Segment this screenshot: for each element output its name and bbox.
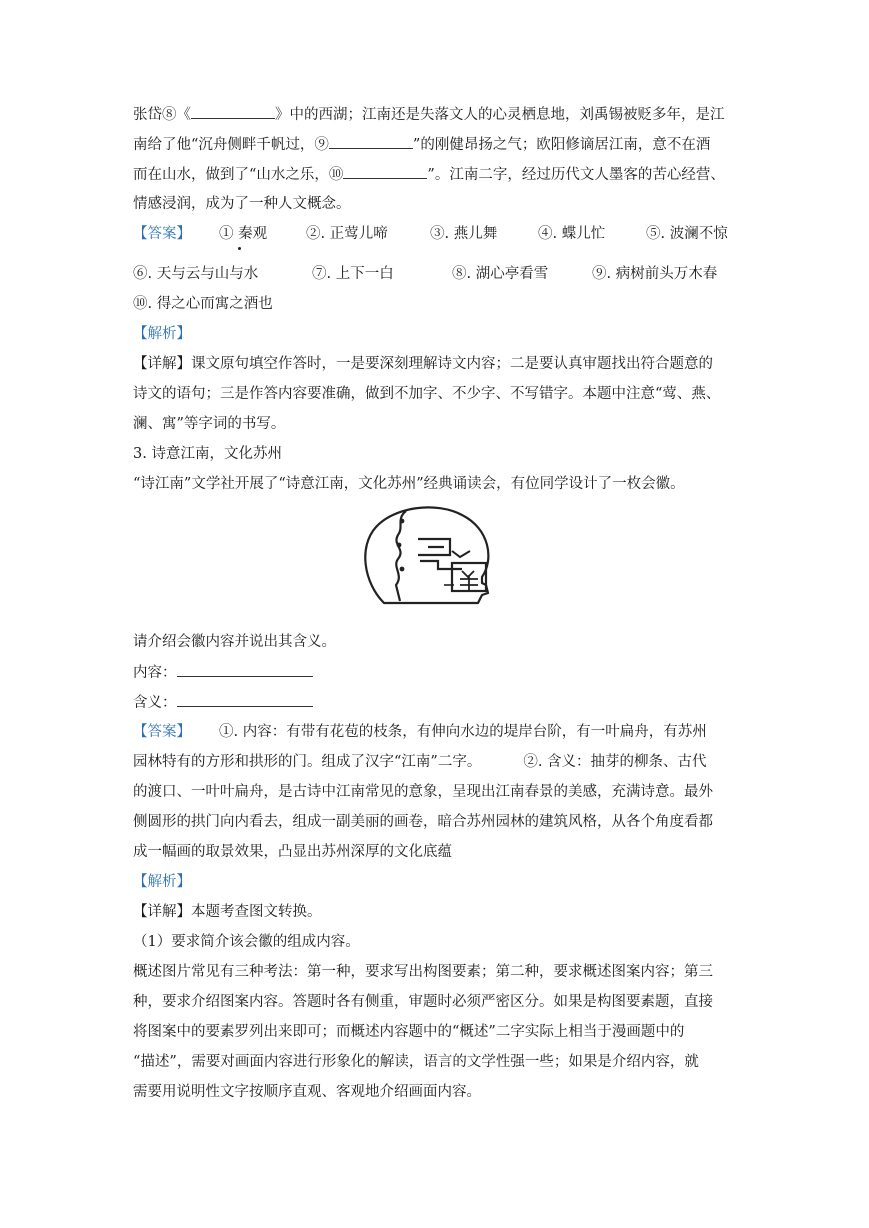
answer1-option-9: ⑨. 病树前头万木春 (592, 266, 718, 282)
answer1-option-5: ⑤. 波澜不惊 (646, 226, 728, 242)
analysis1-line3: 澜、寓”等字词的书写。 (133, 416, 286, 432)
question3-prompt: 请介绍会徽内容并说出其含义。 (133, 634, 336, 650)
analysis3-line2: 种，要求介绍图案内容。答题时各有侧重，审题时必须严密区分。如果是构图要素题，直接 (133, 994, 713, 1010)
answer3-line4: 侧圆形的拱门向内看去，组成一副美丽的画卷，暗合苏州园林的建筑风格，从各个角度看都 (133, 814, 713, 830)
para1-line2: 南给了他“沉舟侧畔千帆过，⑨ ”的刚健昂扬之气；欧阳修谪居江南，意不在酒 (133, 134, 739, 155)
answer3-line2: 园林特有的方形和拱形的门。组成了汉字“江南”二字。 ②. 含义：抽芽的柳条、古代 (133, 754, 707, 770)
para1-line1: 张岱⑧《 》中的西湖；江南还是失落文人的心灵栖息地，刘禹锡被贬多年，是江 (133, 104, 739, 125)
question3-intro: “诗江南”文学社开展了“诗意江南，文化苏州”经典诵读会，有位同学设计了一枚会徽。 (133, 476, 685, 492)
emblem-logo (362, 505, 498, 615)
answer1-option-1: ① 秦观 (219, 226, 268, 242)
analysis3-line1: 概述图片常见有三种考法：第一种，要求写出构图要素；第二种，要求概述图案内容；第三 (133, 964, 713, 980)
analysis3-sub1: （1）要求简介该会徽的组成内容。 (133, 934, 360, 950)
blank-9 (329, 134, 413, 149)
answer1-option-2: ②. 正莺儿啼 (306, 226, 388, 242)
answer1-option-6: ⑥. 天与云与山与水 (133, 266, 259, 282)
para1-line4: 情感浸润，成为了一种人文概念。 (133, 196, 351, 212)
answer1-option-10: ⑩. 得之心而寓之酒也 (133, 296, 273, 312)
answer1-option-7: ⑦. 上下一白 (312, 266, 394, 282)
analysis1-tag: 【解析】 (133, 326, 191, 342)
answer3-line5: 成一幅画的取景效果，凸显出苏州深厚的文化底蕴 (133, 844, 452, 860)
analysis3-detail: 【详解】本题考查图文转换。 (133, 904, 322, 920)
content-blank (177, 662, 313, 677)
analysis3-line5: 需要用说明性文字按顺序直观、客观地介绍画面内容。 (133, 1084, 481, 1100)
emphasis-dot (238, 247, 241, 250)
analysis3-line4: “描述”，需要对画面内容进行形象化的解读，语言的文学性强一些；如果是介绍内容，就 (133, 1054, 699, 1070)
analysis1-line1: 【详解】课文原句填空作答时，一是要深刻理解诗文内容；二是要认真审题找出符合题意的 (133, 356, 713, 372)
answer3-line1: 【答案】 ①. 内容：有带有花苞的枝条，有伸向水边的堤岸台阶，有一叶扁舟，有苏州 (133, 724, 707, 740)
analysis1-line2: 诗文的语句；三是作答内容要准确，做到不加字、不少字、不写错字。本题中注意“莺、燕、 (133, 386, 721, 402)
content-answer-line: 内容： (133, 662, 739, 683)
answer3-line3: 的渡口、一叶叶扁舟，是古诗中江南常见的意象，呈现出江南春景的美感，充满诗意。最外 (133, 784, 713, 800)
para1-line3: 而在山水，做到了“山水之乐，⑩ ”。江南二字，经过历代文人墨客的苦心经营、 (133, 164, 739, 185)
analysis3-line3: 将图案中的要素罗列出来即可；而概述内容题中的“概述”二字实际上相当于漫画题中的 (133, 1024, 685, 1040)
meaning-blank (177, 692, 313, 707)
blank-10 (343, 164, 427, 179)
answer1-option-8: ⑧. 湖心亭看雪 (452, 266, 549, 282)
meaning-answer-line: 含义： (133, 692, 739, 713)
question3-title: 3. 诗意江南，文化苏州 (133, 446, 282, 462)
answer1-tag: 【答案】 (133, 226, 191, 242)
analysis3-tag: 【解析】 (133, 874, 191, 890)
blank-8 (191, 104, 275, 119)
answer1-option-4: ④. 蝶儿忙 (538, 226, 606, 242)
answer1-option-3: ③. 燕儿舞 (430, 226, 498, 242)
